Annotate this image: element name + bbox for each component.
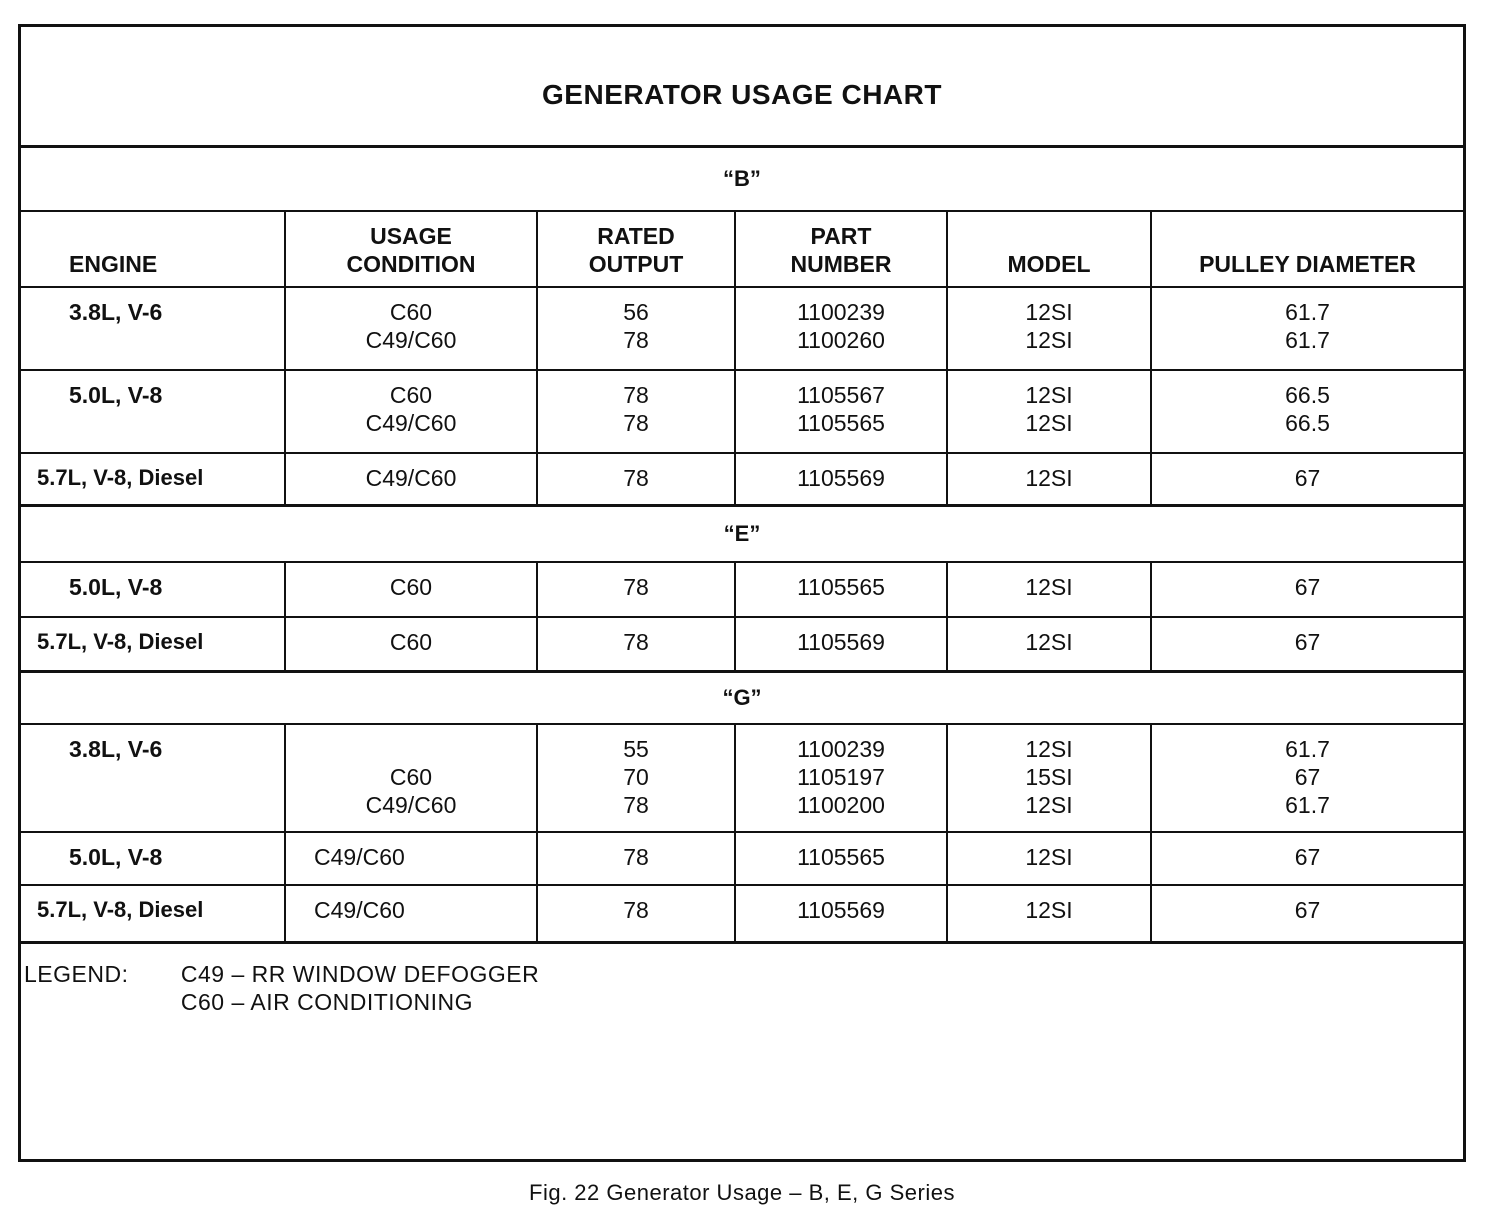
model-cell: 12SI 15SI 12SI [948,725,1152,831]
part-cell: 1100239 1105197 1100200 [736,725,948,831]
usage-cell: C49/C60 [286,454,538,504]
usage-table [21,148,1463,944]
rated-cell: 78 [538,886,736,941]
engine-cell: 5.0L, V-8 [21,371,286,452]
pulley-cell: 67 [1294,465,1321,491]
model-cell: 12SI 12SI [948,288,1152,369]
rated-cell: 55 70 78 [538,725,736,831]
engine-cell: 5.0L, V-8 [21,563,286,616]
table-row [21,618,1463,673]
table-row [21,725,1463,833]
table-row [21,371,1463,454]
usage-cell: C49/C60 [286,833,538,884]
chart-title: GENERATOR USAGE CHART [542,79,942,110]
engine-cell: 5.7L, V-8, Diesel [21,454,286,504]
table-row [21,886,1463,944]
legend-items [181,960,539,1016]
legend [24,960,539,1016]
table-row [21,563,1463,618]
model-cell: 12SI [948,833,1152,884]
table-row [21,288,1463,371]
header-pulley: PULLEY DIAMETER [1199,251,1416,277]
header-engine: ENGINE [21,212,286,292]
usage-cell: C60 [286,563,538,616]
series-e-label: “E” [21,507,1463,563]
rated-cell: 78 [538,563,736,616]
part-cell: 1105569 [736,618,948,670]
table-row [21,454,1463,507]
header-part: PART NUMBER [736,212,948,292]
pulley-cell: 67 [1294,844,1321,870]
engine-cell: 5.7L, V-8, Diesel [21,618,286,670]
part-cell: 1105565 [736,563,948,616]
model-cell: 12SI [948,563,1152,616]
engine-cell: 5.0L, V-8 [21,833,286,884]
header-model: MODEL [948,212,1152,292]
pulley-cell: 66.5 66.5 [1285,382,1330,436]
rated-cell: 78 [538,618,736,670]
usage-cell: C60 C49/C60 [286,371,538,452]
table-row [21,833,1463,886]
engine-cell: 5.7L, V-8, Diesel [21,886,286,941]
model-cell: 12SI [948,618,1152,670]
rated-cell: 56 78 [538,288,736,369]
part-cell: 1105569 [736,886,948,941]
header-usage: USAGE CONDITION [286,212,538,292]
pulley-cell: 61.7 61.7 [1285,299,1330,353]
model-cell: 12SI 12SI [948,371,1152,452]
usage-cell: C60 C49/C60 [286,288,538,369]
part-cell: 1105565 [736,833,948,884]
usage-cell: C49/C60 [286,886,538,941]
model-cell: 12SI [948,886,1152,941]
engine-cell: 3.8L, V-6 [21,288,286,369]
header-row [21,212,1463,288]
legend-item: C49 – RR WINDOW DEFOGGER [180,961,540,987]
rated-cell: 78 [538,454,736,504]
pulley-cell: 67 [1294,629,1321,655]
part-cell: 1105567 1105565 [736,371,948,452]
usage-cell: C60 C49/C60 [286,725,538,831]
part-cell: 1105569 [736,454,948,504]
usage-cell: C60 [286,618,538,670]
pulley-cell: 67 [1294,574,1321,600]
pulley-cell: 61.7 67 61.7 [1285,736,1330,818]
pulley-cell: 67 [1294,897,1321,923]
figure-caption: Fig. 22 Generator Usage – B, E, G Series [529,1180,955,1205]
legend-item: C60 – AIR CONDITIONING [180,989,474,1015]
rated-cell: 78 78 [538,371,736,452]
part-cell: 1100239 1100260 [736,288,948,369]
series-b-label: “B” [21,148,1463,212]
header-rated: RATED OUTPUT [538,212,736,292]
legend-label: LEGEND: [24,961,129,987]
rated-cell: 78 [538,833,736,884]
model-cell: 12SI [948,454,1152,504]
series-g-label: “G” [21,673,1463,725]
engine-cell: 3.8L, V-6 [21,725,286,831]
title-box [21,27,1463,148]
